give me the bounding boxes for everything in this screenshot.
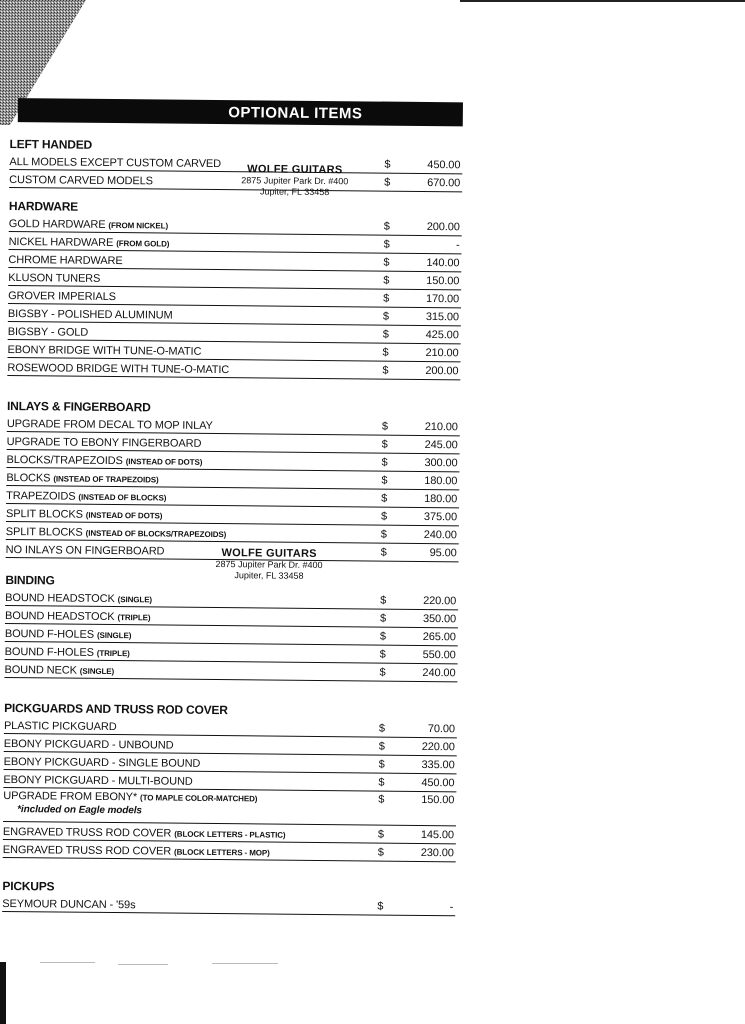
item-price: 95.00 (429, 547, 457, 560)
title-banner (18, 98, 463, 126)
stamp-address: 2875 Jupiter Park Dr. #400 (241, 175, 349, 187)
dollar-sign: $ (378, 793, 385, 806)
item-price: 200.00 (426, 221, 460, 234)
item-label-cell (3, 790, 378, 820)
dollar-sign: $ (379, 612, 387, 625)
item-label: UPGRADE FROM DECAL TO MOP INLAY (6, 417, 213, 432)
item-note: (BLOCK LETTERS - MOP) (174, 847, 270, 858)
item-price: 240.00 (423, 528, 457, 542)
item-label: SPLIT BLOCKS (5, 525, 83, 539)
section-4 (3, 700, 457, 862)
item-label: ENGRAVED TRUSS ROD COVER (2, 843, 172, 858)
item-price: 220.00 (421, 740, 455, 754)
item-label: UPGRADE FROM EBONY* (3, 789, 138, 804)
item-price: 265.00 (422, 630, 456, 644)
item-price: 450.00 (421, 776, 455, 790)
item-price: 335.00 (421, 758, 455, 772)
item-label: EBONY PICKGUARD - SINGLE BOUND (3, 755, 201, 770)
item-price: 240.00 (422, 666, 456, 680)
item-price: 150.00 (421, 793, 455, 807)
price-row (4, 660, 457, 682)
item-label: BOUND NECK (4, 663, 77, 677)
item-note: (SINGLE) (117, 595, 153, 605)
dollar-sign: $ (379, 630, 386, 643)
dollar-sign: $ (378, 776, 385, 789)
item-note: (INSTEAD OF BLOCKS) (78, 492, 167, 503)
stamp-name: WOLFE GUITARS (221, 547, 317, 560)
item-price: 145.00 (420, 828, 455, 842)
dollar-sign: $ (378, 740, 385, 753)
item-footnote: *included on Eagle models (17, 804, 142, 817)
item-label-cell (4, 664, 379, 681)
scan-speck (118, 964, 168, 965)
item-note: (BLOCK LETTERS - PLASTIC) (174, 829, 286, 840)
item-label: ALL MODELS EXCEPT CUSTOM CARVED (9, 155, 222, 171)
price-row (7, 358, 460, 380)
item-label: BOUND F-HOLES (4, 627, 95, 641)
item-label: CHROME HARDWARE (8, 253, 123, 268)
sections-container (2, 136, 469, 916)
dollar-sign: $ (383, 274, 390, 287)
item-note: (INSTEAD OF TRAPEZOIDS) (53, 474, 159, 485)
dollar-sign: $ (382, 328, 389, 341)
item-label: BIGSBY - POLISHED ALUMINUM (7, 307, 173, 322)
item-note: (INSTEAD OF BLOCKS/TRAPEZOIDS) (85, 528, 227, 540)
item-price: 550.00 (422, 648, 456, 662)
dollar-sign: $ (383, 220, 390, 233)
item-price: 230.00 (420, 846, 454, 860)
item-price: - (455, 239, 460, 252)
item-label: TRAPEZOIDS (6, 489, 76, 503)
item-label: BOUND F-HOLES (4, 645, 94, 659)
dollar-sign: $ (382, 346, 389, 359)
item-label: EBONY PICKGUARD - MULTI-BOUND (3, 773, 193, 788)
dollar-sign: $ (377, 828, 385, 841)
section-heading: BINDING (5, 572, 55, 588)
item-label: ENGRAVED TRUSS ROD COVER (2, 825, 172, 840)
item-price: 425.00 (425, 329, 459, 342)
item-price: - (449, 901, 454, 914)
item-note: (SINGLE) (96, 630, 132, 641)
address-stamp (241, 164, 348, 198)
scan-edge-line (460, 0, 745, 2)
item-label: GOLD HARDWARE (8, 217, 106, 231)
price-row (9, 170, 462, 192)
item-label-cell (2, 898, 377, 915)
dollar-sign: $ (384, 158, 391, 171)
section-heading: HARDWARE (8, 198, 79, 214)
item-label: SPLIT BLOCKS (5, 507, 83, 521)
section-heading: PICKUPS (2, 878, 55, 894)
section-heading: LEFT HANDED (9, 136, 93, 152)
item-label: PLASTIC PICKGUARD (3, 719, 117, 734)
item-note: (FROM GOLD) (116, 239, 170, 249)
section-2 (6, 398, 461, 562)
dollar-sign: $ (380, 546, 387, 559)
item-label: EBONY PICKGUARD - UNBOUND (3, 737, 174, 752)
item-label: ROSEWOOD BRIDGE WITH TUNE-O-MATIC (7, 361, 230, 377)
item-price: 180.00 (424, 492, 458, 506)
item-label: KLUSON TUNERS (8, 271, 101, 285)
dollar-sign: $ (380, 594, 387, 607)
item-note: (FROM NICKEL) (108, 220, 169, 231)
item-label-cell (3, 844, 378, 861)
dollar-sign: $ (381, 420, 388, 433)
price-row (3, 788, 456, 826)
item-label: BIGSBY - GOLD (7, 325, 89, 339)
item-label: BLOCKS/TRAPEZOIDS (6, 453, 123, 468)
scan-speck (40, 962, 95, 963)
item-note: (SINGLE) (79, 666, 115, 677)
dollar-sign: $ (380, 510, 388, 523)
item-price: 245.00 (424, 438, 458, 452)
item-price: 300.00 (424, 456, 458, 470)
dollar-sign: $ (379, 666, 386, 679)
section-0 (9, 136, 462, 192)
dollar-sign: $ (383, 256, 390, 269)
section-heading: PICKGUARDS AND TRUSS ROD COVER (4, 700, 228, 718)
dollar-sign: $ (382, 364, 389, 377)
item-label: UPGRADE TO EBONY FINGERBOARD (6, 435, 202, 450)
item-price: 180.00 (424, 474, 458, 488)
price-row (2, 894, 455, 916)
item-price: 315.00 (425, 311, 459, 324)
item-price: 375.00 (423, 510, 458, 524)
item-price: 140.00 (426, 257, 460, 270)
stamp-address: 2875 Jupiter Park Dr. #400 (215, 558, 323, 571)
item-price: 70.00 (427, 723, 456, 736)
item-note: (INSTEAD OF DOTS) (125, 457, 203, 467)
item-price: 150.00 (426, 275, 460, 288)
item-price: 210.00 (425, 347, 459, 360)
item-note: (TO MAPLE COLOR-MATCHED) (140, 793, 258, 804)
price-sheet (2, 98, 470, 916)
item-label: CUSTOM CARVED MODELS (9, 173, 153, 188)
dollar-sign: $ (378, 758, 385, 771)
item-price: 170.00 (425, 293, 460, 306)
item-label: NO INLAYS ON FINGERBOARD (5, 543, 165, 558)
dollar-sign: $ (383, 292, 390, 305)
scan-edge-bar (0, 962, 6, 1024)
page-title: OPTIONAL ITEMS (228, 103, 363, 122)
item-label: EBONY BRIDGE WITH TUNE-O-MATIC (7, 343, 202, 358)
dollar-sign: $ (383, 238, 390, 251)
dollar-sign: $ (381, 438, 388, 451)
item-note: (TRIPLE) (96, 648, 130, 659)
item-label: NICKEL HARDWARE (8, 235, 114, 249)
item-label: BOUND HEADSTOCK (4, 609, 115, 624)
dollar-sign: $ (377, 846, 384, 859)
dollar-sign: $ (382, 310, 390, 323)
dollar-sign: $ (379, 648, 386, 661)
dollar-sign: $ (378, 722, 386, 735)
item-note: (INSTEAD OF DOTS) (85, 510, 163, 521)
item-label-cell (7, 362, 382, 379)
dollar-sign: $ (381, 492, 388, 505)
item-price: 670.00 (427, 177, 461, 190)
stamp-city: Jupiter, FL 33458 (234, 570, 304, 581)
dollar-sign: $ (380, 528, 387, 541)
section-heading: INLAYS & FINGERBOARD (6, 398, 151, 415)
stamp-city: Jupiter, FL 33458 (259, 186, 330, 198)
item-label: BOUND HEADSTOCK (5, 591, 115, 606)
item-label: BLOCKS (6, 471, 51, 485)
dollar-sign: $ (377, 900, 384, 913)
item-label: SEYMOUR DUNCAN - '59s (2, 897, 136, 912)
item-price: 220.00 (423, 594, 457, 608)
item-note: (TRIPLE) (117, 613, 151, 623)
item-label-cell (6, 544, 381, 561)
item-price: 200.00 (425, 364, 459, 378)
dollar-sign: $ (381, 456, 388, 469)
item-price: 350.00 (422, 612, 457, 626)
stamp-name: WOLFE GUITARS (247, 163, 343, 177)
item-label: GROVER IMPERIALS (8, 289, 116, 304)
item-price: 210.00 (424, 420, 458, 434)
dollar-sign: $ (381, 474, 388, 487)
item-price: 450.00 (427, 159, 461, 172)
scan-speck (212, 963, 278, 964)
address-stamp (215, 548, 322, 582)
price-row (3, 840, 456, 862)
dollar-sign: $ (384, 176, 391, 189)
section-5 (2, 878, 455, 916)
